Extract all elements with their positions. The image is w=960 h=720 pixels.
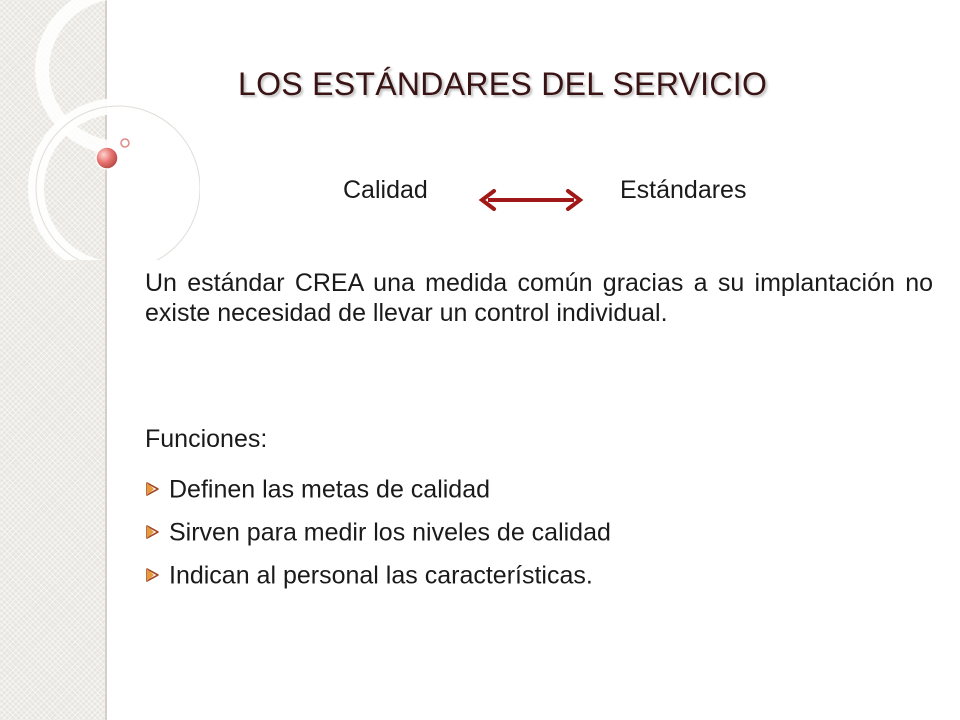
list-item-text: Indican al personal las características. xyxy=(169,561,593,590)
small-ring-icon xyxy=(121,139,129,147)
definition-paragraph: Un estándar CREA una medida común gracias a su implantación no existe necesidad de llevar un control individual. xyxy=(145,269,933,327)
relation-right-label: Estándares xyxy=(620,176,747,204)
functions-heading: Funciones: xyxy=(145,425,268,453)
decorative-sidebar xyxy=(0,0,107,720)
diamond-arrow-bullet-icon xyxy=(145,555,169,595)
list-item-text: Definen las metas de calidad xyxy=(169,475,491,504)
diamond-arrow-bullet-icon xyxy=(145,469,169,509)
list-item xyxy=(145,511,611,554)
diamond-arrow-bullet-icon xyxy=(145,512,169,552)
functions-list xyxy=(145,468,611,597)
list-item-text: Sirven para medir los niveles de calidad xyxy=(169,518,611,547)
slide-title: LOS ESTÁNDARES DEL SERVICIO xyxy=(238,66,768,102)
list-item xyxy=(145,468,611,511)
relation-left-label: Calidad xyxy=(343,176,428,204)
list-item xyxy=(145,554,611,597)
double-arrow-icon xyxy=(478,187,584,213)
